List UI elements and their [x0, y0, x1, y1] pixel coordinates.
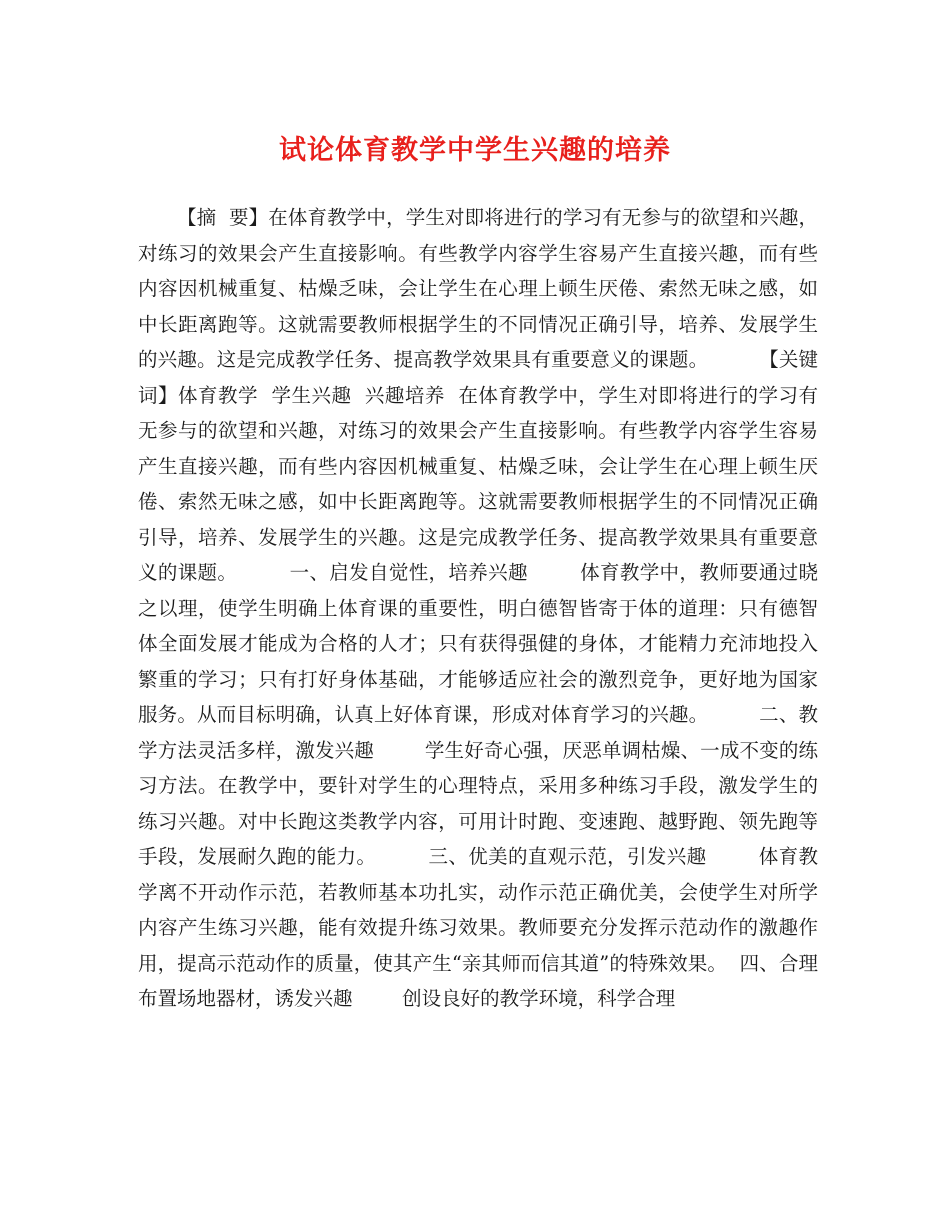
document-title: 试论体育教学中学生兴趣的培养 [279, 135, 671, 166]
document-body: 【摘 要】在体育教学中，学生对即将进行的学习有无参与的欲望和兴趣，对练习的效果会产生直接影响。有些教学内容学生容易产生直接兴趣，而有些内容因机械重复、枯燥乏味，会让学生在心理上顿生厌倦、索然无味之感，如中长距离跑等。这就需要教师根据学生的不同情况正确引导，培养、发展学生的兴趣。这是完成教学任务、提高教学效果具有重要意义的课题。 【关键词】体育教学 学生兴趣 兴趣培养 在体育教学中，学生对即将进行的学习有无参与的欲望和兴趣，对练习的效果会产生直接影响。有些教学内容学生容易产生直接兴趣，而有些内容因机械重复、枯燥乏味，会让学生在心理上顿生厌倦、索然无味之感，如中长距离跑等。这就需要教师根据学生的不同情况正确引导，培养、发展学生的兴趣。这是完成教学任务、提高教学效果具有重要意义的课题。 一、启发自觉性，培养兴趣 体育教学中，教师要通过晓之以理，使学生明确上体育课的重要性，明白德智皆寄于体的道理：只有德智体全面发展才能成为合格的人才；只有获得强健的身体，才能精力充沛地投入繁重的学习；只有打好身体基础，才能够适应社会的激烈竞争，更好地为国家服务。从而目标明确，认真上好体育课，形成对体育学习的兴趣。 二、教学方法灵活多样，激发兴趣 学生好奇心强，厌恶单调枯燥、一成不变的练习方法。在教学中，要针对学生的心理特点，采用多种练习手段，激发学生的练习兴趣。对中长跑这类教学内容，可用计时跑、变速跑、越野跑、领先跑等手段，发展耐久跑的能力。 三、优美的直观示范，引发兴趣 体育教学离不开动作示范，若教师基本功扎实，动作示范正确优美，会使学生对所学内容产生练习兴趣，能有效提升练习效果。教师要充分发挥示范动作的激趣作用，提高示范动作的质量，使其产生“亲其师而信其道”的特殊效果。 四、合理布置场地器材，诱发兴趣 创设良好的教学环境，科学合理 [138, 206, 818, 1010]
